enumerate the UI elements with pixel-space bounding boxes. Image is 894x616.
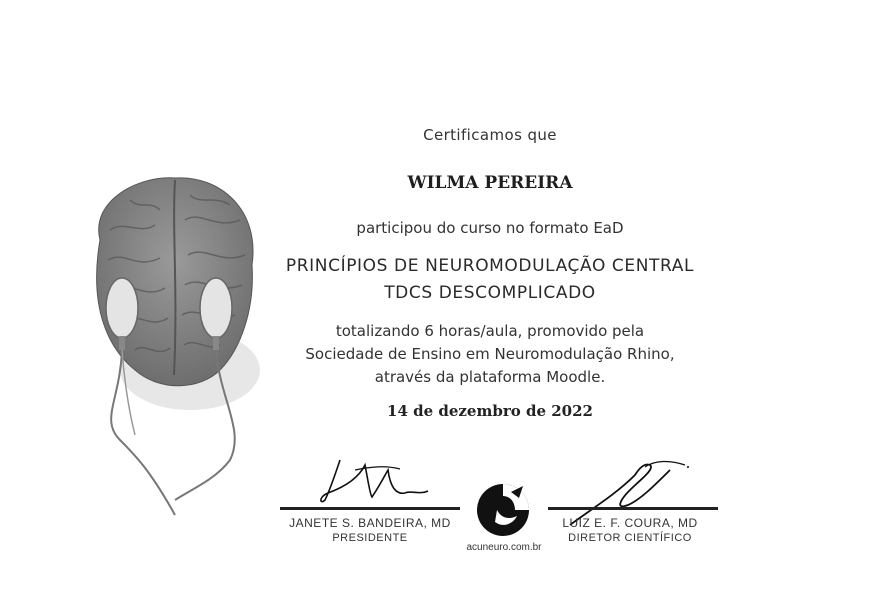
signature-right [530,516,730,544]
certificate-intro: Certificamos que [423,126,557,144]
signature-left [270,516,470,544]
recipient-name: WILMA PEREIRA [407,173,573,193]
course-description [240,320,740,389]
rhino-logo-icon [475,480,535,540]
course-title-line1: PRINCÍPIOS DE NEUROMODULAÇÃO CENTRAL [285,256,695,276]
description-line3: através da plataforma Moodle. [374,368,606,386]
signature-left-image [310,455,440,510]
certificate-date: 14 de dezembro de 2022 [387,402,593,420]
description-line2: Sociedade de Ensino em Neuromodulação Rhino, [305,345,675,363]
signatory-name-left: JANETE S. BANDEIRA, MD [289,516,451,530]
signature-line-left [280,507,460,510]
signatory-name-right: LUIZ E. F. COURA, MD [562,516,698,530]
participation-text: participou do curso no formato EaD [356,219,624,237]
course-title-line2: TDCS DESCOMPLICADO [384,283,596,303]
logo-site-url: acuneuro.com.br [466,542,542,553]
description-line1: totalizando 6 horas/aula, promovido pela [335,322,645,340]
signatory-role-left: PRESIDENTE [332,532,408,544]
signatory-role-right: DIRETOR CIENTÍFICO [568,532,692,544]
signature-line-right [548,507,718,510]
